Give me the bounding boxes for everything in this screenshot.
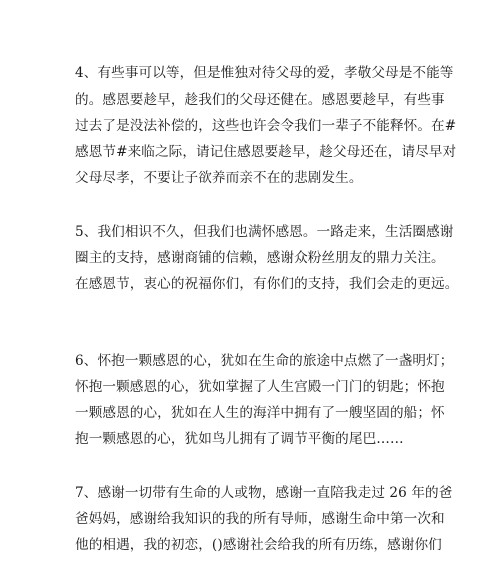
paragraph-line: 的。感恩要趁早，趁我们的父母还健在。感恩要趁早，有些事 <box>75 92 445 108</box>
paragraph-line: 5、我们相识不久，但我们也满怀感恩。一路走来，生活圈感谢 <box>75 224 454 240</box>
paragraph-line: 感恩节#来临之际，请记住感恩要趁早，趁父母还在，请尽早对 <box>75 144 457 160</box>
paragraph-line: 6、怀抱一颗感恩的心，犹如在生命的旅途中点燃了一盏明灯； <box>75 353 454 369</box>
paragraph-line: 父母尽孝，不要让子欲养而亲不在的悲剧发生。 <box>75 170 363 186</box>
paragraph-line: 怀抱一颗感恩的心，犹如掌握了人生宫殿一门门的钥匙；怀抱 <box>75 379 445 395</box>
paragraph-line: 4、有些事可以等，但是惟独对待父母的爱，孝敬父母是不能等 <box>75 65 454 81</box>
paragraph-line: 抱一颗感恩的心，犹如鸟儿拥有了调节平衡的尾巴…… <box>75 431 404 447</box>
paragraph-line: 一颗感恩的心，犹如在人生的海洋中拥有了一艘坚固的船；怀 <box>75 405 445 421</box>
paragraph-line: 爸妈妈，感谢给我知识的我的所有导师，感谢生命中第一次和 <box>75 511 445 527</box>
paragraph-line: 圈主的支持，感谢商铺的信赖，感谢众粉丝朋友的鼎力关注。 <box>75 250 445 266</box>
paragraph-line: 过去了是没法补偿的，这些也许会令我们一辈子不能释怀。在# <box>75 118 457 134</box>
paragraph-line: 7、感谢一切带有生命的人或物，感谢一直陪我走过 26 年的爸 <box>75 485 453 501</box>
paragraph-line: 他的相遇，我的初恋，()感谢社会给我的所有历练，感谢你们 <box>75 537 442 553</box>
paragraph-line: 在感恩节，衷心的祝福你们，有你们的支持，我们会走的更远。 <box>75 276 459 292</box>
